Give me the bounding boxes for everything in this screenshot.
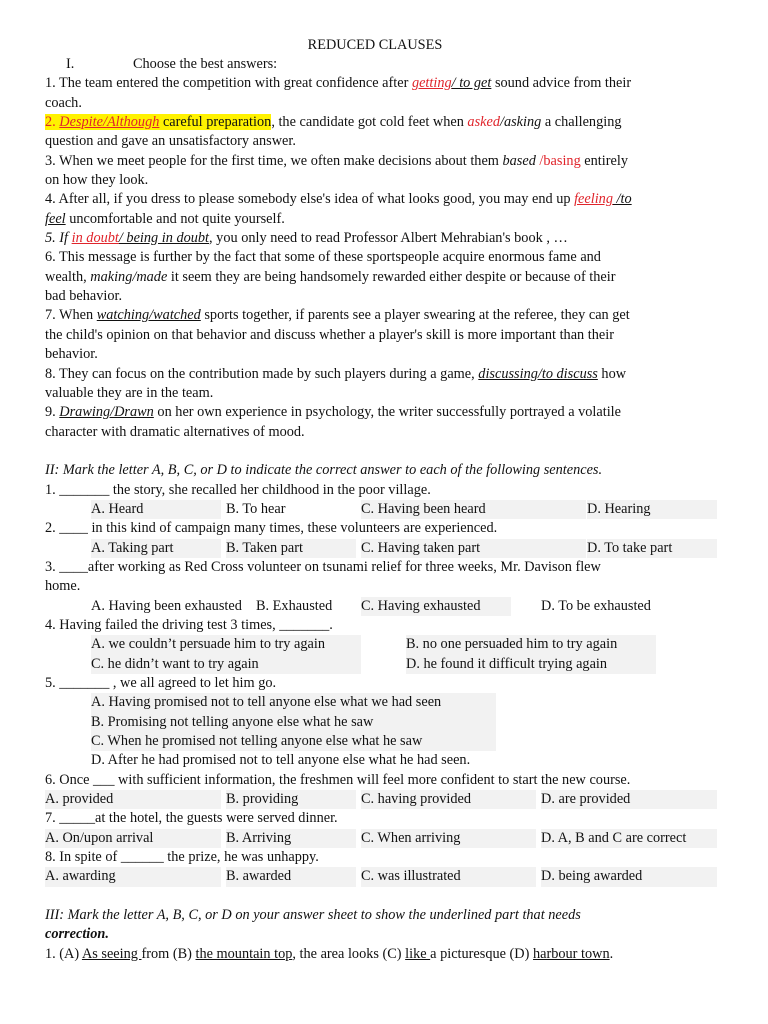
p2-q3-options: A. Having been exhausted B. Exhausted C. Having exhausted D. To be exhausted	[45, 597, 725, 616]
p2-q4: 4. Having failed the driving test 3 times, _______.	[45, 616, 333, 633]
part1-heading: I. Choose the best answers:	[66, 56, 278, 72]
p1-q8: 8. They can focus on the contribution made by such players during a game, discussing/to discuss how	[45, 365, 627, 382]
p2-q2-options: A. Taking part B. Taken part C. Having taken part D. To take part	[45, 539, 725, 558]
p2-q6: 6. Once ___ with sufficient information, the freshmen will feel more confident to start the new course.	[45, 771, 631, 788]
worksheet: REDUCED CLAUSES I. Choose the best answers: 1. The team entered the competition with great confidence after getting/ to get sound advice from their coach. 2. Despite/Although careful preparation, the candidate got cold feet when asked/asking a challenging question and gave an unsatisfactory answer. 3. When we meet people for the first time, we often make decisions about them based /basing entirely on how they look. 4. After all, if you dress to please somebody else's idea of what looks good, you may end up feeling /to feel uncomfortable and not quite yourself. 5. If in doubt/ being in doubt, you only need to read Professor Albert Mehrabian's book , … 6. This message is further by the fact that some of these sportspeople acquire enormous fame and wealth, making/made it seem they are being handsomely rewarded either despite or because of their bad behavior. 7. When watching/watched sports together, if parents see a player swearing at the referee, they can get the child's opinion on that behavior and discuss whether a player's skill is more important than their behavior. 8. They can focus on the contribution made by such players during a game, discussing/to discuss how valuable they are in the team. 9. Drawing/Drawn on her own experience in psychology, the writer successfully portrayed a volatile character with dramatic alternatives of mood. II: Mark the letter A, B, C, or D to indicate the correct answer to each of the following sentences. 1. _______ the story, she recalled her childhood in the poor village. A. Heard B. To hear C. Having been heard D. Hearing 2. ____ in this kind of campaign many times, these volunteers are experienced. A. Taking part B. Taken part C. Having taken part D. To take part 3. ____after working as Red Cross volunteer on tsunami relief for three weeks, Mr. Davison flew home. A. Having been exhausted B. Exhausted C. Having exhausted D. To be exhausted 4. Having failed the driving test 3 times, _______. A. we couldn’t persuade him to try again B. no one persuaded him to try again C. he didn’t want to try again D. he found it difficult trying again 5. _______ , we all agreed to let him go. A. Having promised not to tell anyone else what we had seen B. Promising not telling anyone else what he saw C. When he promised not telling anyone else what he saw D. After he had promised not to tell anyone else what he had seen. 6. Once ___ with sufficient information, the freshmen will feel more confident to start the new course. A. provided B. providing C. having provided D. are provided 7. _____at the hotel, the guests were served dinner. A. On/upon arrival B. Arriving C. When arriving D. A, B and C are correct 8. In spite of ______ the prize, he was unhappy. A. awarding B. awarded C. was illustrated D. being awarded III: Mark the letter A, B, C, or D on your answer sheet to show the underlined part that needs correction. 1. (A) As seeing from (B) the mountain top, the area looks (C) like a picturesque (D) harbour town.	[45, 36, 725, 964]
p1-q6: 6. This message is further by the fact that some of these sportspeople acquire enormous fame and	[45, 249, 601, 266]
p2-q7: 7. _____at the hotel, the guests were served dinner.	[45, 810, 338, 827]
p1-q5: 5. If in doubt/ being in doubt, you only need to read Professor Albert Mehrabian's book , …	[45, 230, 568, 247]
p1-q3: 3. When we meet people for the first time, we often make decisions about them based /basing entirely	[45, 152, 628, 169]
p2-q1: 1. _______ the story, she recalled her childhood in the poor village.	[45, 481, 431, 498]
p1-q2: 2. Despite/Although careful preparation, the candidate got cold feet when asked/asking a challenging	[45, 114, 622, 131]
p2-q3: 3. ____after working as Red Cross volunteer on tsunami relief for three weeks, Mr. Davison flew	[45, 558, 601, 575]
part2-heading: II: Mark the letter A, B, C, or D to indicate the correct answer to each of the following sentences.	[45, 462, 603, 479]
p2-q5: 5. _______ , we all agreed to let him go.	[45, 675, 277, 691]
p1-q9: 9. Drawing/Drawn on her own experience in psychology, the writer successfully portrayed a volatile	[45, 404, 621, 421]
p2-q1-options: A. Heard B. To hear C. Having been heard D. Hearing	[45, 500, 725, 519]
p1-q7: 7. When watching/watched sports together, if parents see a player swearing at the referee, they can get	[45, 307, 630, 324]
p1-q1: 1. The team entered the competition with great confidence after getting/ to get sound advice from their	[45, 75, 632, 92]
part3-heading: III: Mark the letter A, B, C, or D on your answer sheet to show the underlined part that needs	[45, 907, 581, 924]
p2-q8: 8. In spite of ______ the prize, he was unhappy.	[45, 849, 319, 866]
p1-q4: 4. After all, if you dress to please somebody else's idea of what looks good, you may end up feeling /to	[45, 191, 632, 208]
p3-q1: 1. (A) As seeing from (B) the mountain top, the area looks (C) like a picturesque (D) harbour town.	[45, 945, 614, 962]
page-title: REDUCED CLAUSES	[307, 37, 443, 53]
p2-q2: 2. ____ in this kind of campaign many times, these volunteers are experienced.	[45, 520, 498, 537]
